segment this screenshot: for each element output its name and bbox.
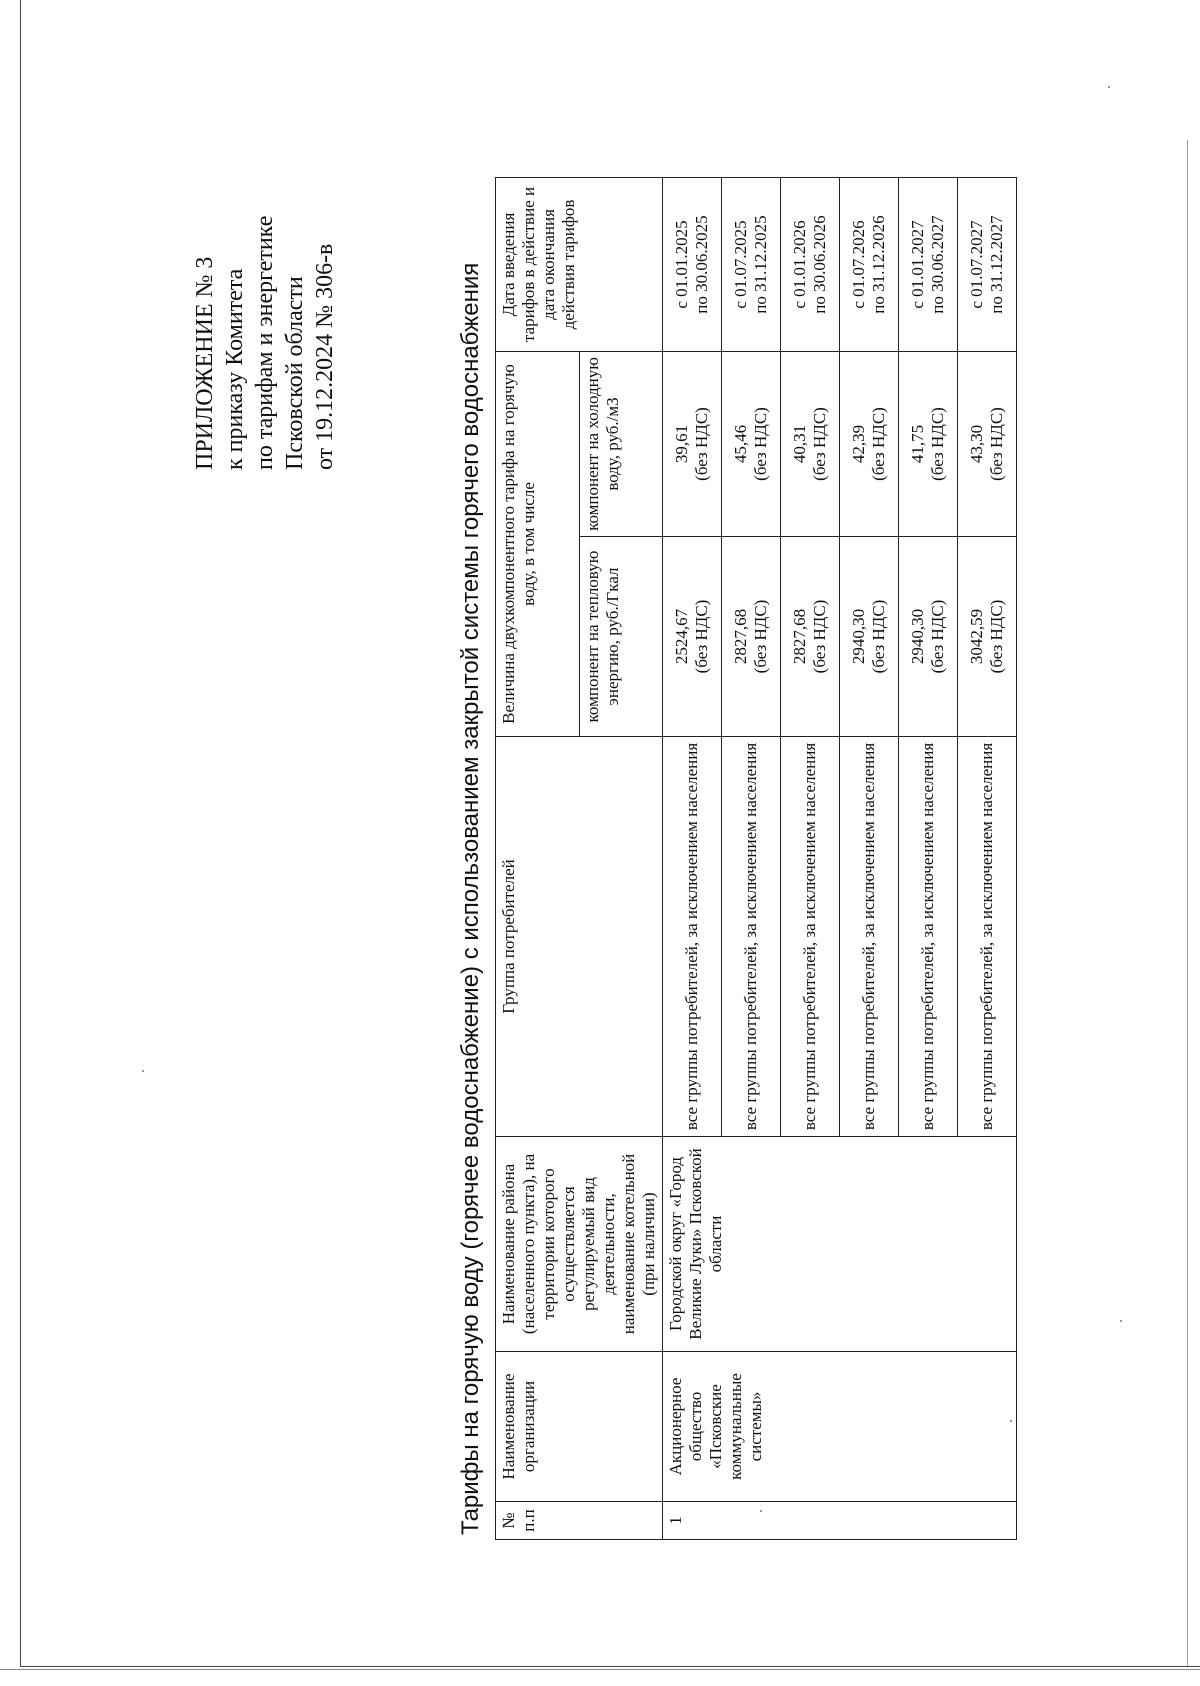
consumer-group: все группы потребителей, за исключением населения	[899, 737, 958, 1137]
header-group: Группа потребителей	[496, 737, 663, 1137]
appendix-number: ПРИЛОЖЕНИЕ № 3	[192, 256, 218, 470]
appendix-block	[190, 140, 340, 470]
period-to: по 30.06.2027	[928, 215, 947, 314]
cold-component-cell	[899, 352, 958, 537]
appendix-region: Псковской области	[282, 276, 308, 470]
consumer-group: все группы потребителей, за исключением населения	[663, 737, 722, 1137]
cold-component-cell	[663, 352, 722, 537]
heat-value: 2940,30	[908, 608, 927, 665]
rotated-document-page	[180, 140, 1120, 1540]
header-heat-component: компонент на тепловую энергию, руб./Гкал	[579, 537, 663, 737]
period-to: по 30.06.2026	[810, 215, 829, 314]
org-name: Акционерное общество «Псковские коммунальные системы»	[663, 1352, 1017, 1502]
heat-vat-note: (без НДС)	[869, 599, 888, 674]
consumer-group: все группы потребителей, за исключением населения	[781, 737, 840, 1137]
heat-value: 2524,67	[672, 608, 691, 665]
heat-value: 2827,68	[790, 608, 809, 665]
heat-component-cell	[840, 537, 899, 737]
heat-vat-note: (без НДС)	[928, 599, 947, 674]
cold-vat-note: (без НДС)	[810, 407, 829, 481]
period-to: по 31.12.2025	[751, 215, 770, 314]
cold-value: 41,75	[908, 424, 927, 464]
heat-component-cell	[781, 537, 840, 737]
heat-vat-note: (без НДС)	[810, 599, 829, 674]
cold-value: 43,30	[967, 424, 986, 464]
scan-edge-right	[1187, 140, 1188, 1666]
cold-vat-note: (без НДС)	[751, 407, 770, 481]
period-cell	[899, 178, 958, 352]
consumer-group: все группы потребителей, за исключением населения	[958, 737, 1017, 1137]
scan-edge-bottom	[20, 1666, 1200, 1667]
period-from: с 01.07.2025	[731, 220, 750, 309]
cold-component-cell	[781, 352, 840, 537]
appendix-committee: по тарифам и энергетике	[252, 215, 278, 470]
heat-vat-note: (без НДС)	[987, 599, 1006, 674]
table-row	[663, 178, 722, 1540]
header-tariff: Величина двухкомпонентного тарифа на горячую воду, в том числе	[496, 352, 580, 737]
heat-component-cell	[663, 537, 722, 737]
period-cell	[663, 178, 722, 352]
cold-component-cell	[958, 352, 1017, 537]
header-org: Наименование организации	[496, 1352, 663, 1502]
scan-speck	[1120, 1320, 1122, 1322]
cold-component-cell	[722, 352, 781, 537]
heat-component-cell	[722, 537, 781, 737]
header-dates: Дата введения тарифов в действие и дата окончания действия тарифов	[496, 178, 663, 352]
scan-speck	[1108, 86, 1110, 88]
header-area: Наименование района (населенного пункта), на территории которого осуществляется регулируемый вид деятельности, наименование котельной (при наличии)	[496, 1137, 663, 1352]
cold-value: 42,39	[849, 424, 868, 464]
consumer-group: все группы потребителей, за исключением населения	[840, 737, 899, 1137]
heat-component-cell	[899, 537, 958, 737]
period-cell	[840, 178, 899, 352]
scan-speck	[142, 1070, 144, 1072]
header-cold-component: компонент на холодную воду, руб./м3	[579, 352, 663, 537]
cold-vat-note: (без НДС)	[928, 407, 947, 481]
heat-vat-note: (без НДС)	[692, 599, 711, 674]
cold-value: 39,61	[672, 424, 691, 464]
cold-value: 45,46	[731, 424, 750, 464]
cold-vat-note: (без НДС)	[987, 407, 1006, 481]
row-num: 1	[663, 1502, 1017, 1540]
area-name: Городской округ «Город Великие Луки» Псковской области	[663, 1137, 1017, 1352]
cold-component-cell	[840, 352, 899, 537]
appendix-date: от 19.12.2024 № 306-в	[312, 243, 338, 470]
heat-value: 2940,30	[849, 608, 868, 665]
cold-vat-note: (без НДС)	[692, 407, 711, 481]
cold-vat-note: (без НДС)	[869, 407, 888, 481]
period-from: с 01.01.2025	[672, 220, 691, 309]
period-to: по 30.06.2025	[692, 215, 711, 314]
document-title: Тарифы на горячую воду (горячее водоснабжение) с использованием закрытой системы горячего водоснабжения	[457, 262, 484, 1535]
period-from: с 01.01.2026	[790, 220, 809, 309]
header-num: № п.п	[496, 1502, 663, 1540]
heat-component-cell	[958, 537, 1017, 737]
tariff-table	[495, 177, 1017, 1540]
period-cell	[958, 178, 1017, 352]
cold-value: 40,31	[790, 424, 809, 464]
heat-value: 2827,68	[731, 608, 750, 665]
period-from: с 01.07.2027	[967, 220, 986, 309]
scan-edge-bottom-outer	[0, 1669, 1200, 1670]
heat-value: 3042,59	[967, 608, 986, 665]
header-row	[496, 178, 580, 1540]
period-cell	[781, 178, 840, 352]
appendix-order-ref: к приказу Комитета	[222, 268, 248, 470]
period-cell	[722, 178, 781, 352]
consumer-group: все группы потребителей, за исключением населения	[722, 737, 781, 1137]
tariff-table-body	[663, 178, 1017, 1540]
period-to: по 31.12.2027	[987, 215, 1006, 314]
scan-edge-left	[20, 0, 21, 1666]
heat-vat-note: (без НДС)	[751, 599, 770, 674]
period-to: по 31.12.2026	[869, 215, 888, 314]
period-from: с 01.07.2026	[849, 220, 868, 309]
period-from: с 01.01.2027	[908, 220, 927, 309]
